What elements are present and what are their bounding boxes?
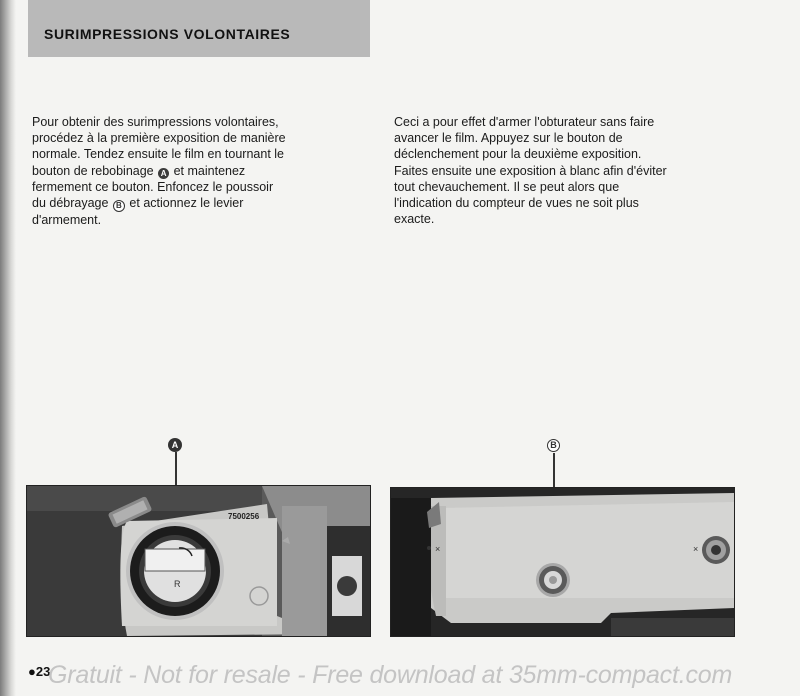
- marker-b-inline: B: [113, 200, 125, 212]
- text-line: exacte.: [394, 212, 435, 227]
- text-line: Pour obtenir des surimpressions volontaires,: [32, 115, 279, 129]
- x-mark-right: ×: [693, 544, 699, 554]
- marker-a-inline: A: [158, 168, 169, 179]
- text-line: fermement ce bouton. Enfoncez le poussoir: [32, 179, 274, 194]
- callout-b-marker: B: [547, 439, 560, 452]
- text-fragment: et maintenez: [173, 163, 246, 178]
- dial-letter: R: [174, 579, 181, 589]
- text-line: [32, 195, 352, 212]
- text-fragment: du débrayage: [32, 196, 109, 211]
- left-text-column: [32, 114, 352, 228]
- page-number: ●23: [28, 664, 51, 679]
- text-line: Ceci a pour effet d'armer l'obturateur sans faire: [394, 115, 655, 129]
- section-header: [28, 0, 370, 57]
- text-line: normale. Tendez ensuite le film en tournant le: [32, 147, 285, 162]
- text-line: Faites ensuite une exposition à blanc afin d'éviter: [394, 163, 667, 178]
- section-title: SURIMPRESSIONS VOLONTAIRES: [44, 26, 291, 42]
- text-line: [32, 163, 352, 179]
- text-line: tout chevauchement. Il se peut alors que: [394, 179, 620, 194]
- text-line: avancer le film. Appuyez sur le bouton de: [394, 131, 623, 146]
- text-line: déclenchement pour la deuxième exposition.: [394, 147, 642, 162]
- serial-number: 7500256: [228, 512, 260, 521]
- text-line: l'indication du compteur de vues ne soit plus: [394, 196, 639, 211]
- camera-rewind-photo: [26, 485, 371, 637]
- text-line: procédez à la première exposition de manière: [32, 131, 286, 146]
- callout-a-marker: A: [168, 438, 182, 452]
- text-fragment: bouton de rebobinage: [32, 163, 154, 178]
- text-line: d'armement.: [32, 213, 102, 228]
- right-text-column: [394, 114, 734, 227]
- watermark: Gratuit - Not for resale - Free download at 35mm-compact.com: [48, 661, 733, 689]
- page-gutter-shadow: [0, 0, 16, 696]
- text-fragment: et actionnez le levier: [129, 196, 244, 211]
- x-mark-left: ×: [435, 544, 441, 554]
- bullet-icon: ●: [28, 664, 36, 679]
- camera-shutter-release-photo: [390, 487, 735, 637]
